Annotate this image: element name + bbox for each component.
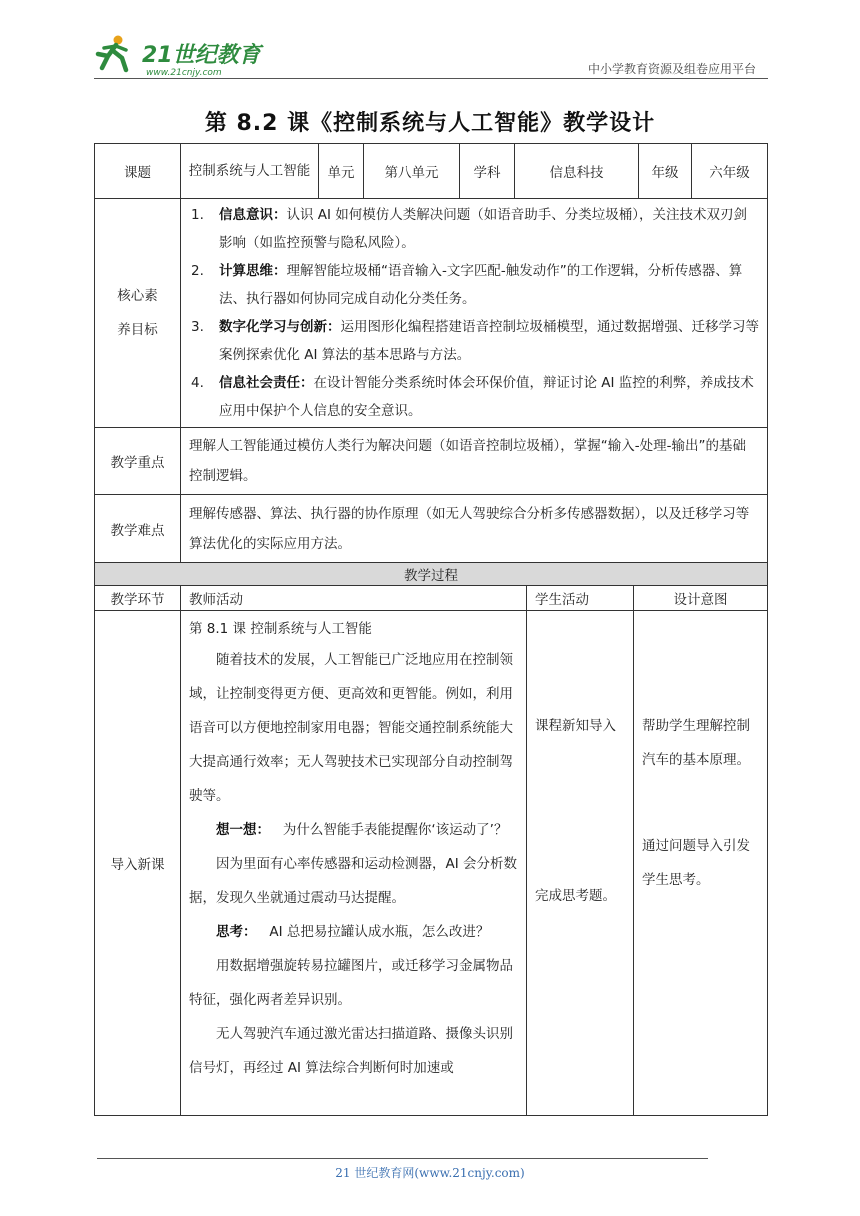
teacher-paragraph: 随着技术的发展，人工智能已广泛地应用在控制领域，让控制变得更方便、更高效和更智能。例如，利用语音可以方便地控制家用电器；智能交通控制系统能大大提高通行效率；无人驾驶技术已实现部分自动控制驾驶等。 <box>189 652 513 804</box>
footer-divider <box>97 1158 708 1159</box>
grade-label: 年级 <box>639 144 692 199</box>
goals-content <box>181 199 768 428</box>
grade-value: 六年级 <box>692 144 768 199</box>
think-label: 想一想： <box>216 822 270 838</box>
goal-item <box>189 369 759 425</box>
meta-row <box>95 144 768 199</box>
goals-label-line2: 养目标 <box>117 322 158 338</box>
subject-value: 信息科技 <box>515 144 639 199</box>
reflect-answer: 用数据增强旋转易拉罐图片，或迁移学习金属物品特征，强化两者差异识别。 <box>189 958 513 1008</box>
goal-item <box>189 313 759 369</box>
design-intent <box>634 611 768 1116</box>
site-logo <box>94 34 264 78</box>
design-intent-2: 通过问题导入引发学生思考。 <box>642 838 750 888</box>
teaching-process-table <box>94 562 768 1116</box>
col-student: 学生活动 <box>527 586 634 611</box>
col-stage: 教学环节 <box>95 586 181 611</box>
goal-title: 数字化学习与创新： <box>219 319 341 335</box>
goal-number: 1. <box>191 207 204 223</box>
unit-label: 单元 <box>319 144 364 199</box>
design-intent-1: 帮助学生理解控制汽车的基本原理。 <box>642 718 750 768</box>
logo-text: 21世纪教育 <box>142 43 261 68</box>
logo-url: www.21cnjy.com <box>146 68 222 78</box>
col-intent: 设计意图 <box>634 586 768 611</box>
key-point-row <box>95 428 768 495</box>
teacher-activity <box>181 611 527 1116</box>
footer-source: 21 世纪教育网(www.21cnjy.com) <box>335 1166 525 1180</box>
goals-label-line1: 核心素 <box>117 288 158 304</box>
process-header: 教学过程 <box>95 563 768 586</box>
difficulty-text: 理解传感器、算法、执行器的协作原理（如无人驾驶综合分析多传感器数据），以及迁移学习等算法优化的实际应用方法。 <box>181 495 768 564</box>
reflect-question <box>189 915 518 949</box>
lesson-info-table <box>94 143 768 564</box>
platform-name: 中小学教育资源及组卷应用平台 <box>587 62 756 76</box>
goal-number: 4. <box>191 375 204 391</box>
goals-label <box>95 199 181 428</box>
difficulty-row <box>95 495 768 564</box>
goals-row <box>95 199 768 428</box>
goal-text: 运用图形化编程搭建语音控制垃圾桶模型，通过数据增强、迁移学习等案例探索优化 AI 算法的基本思路与方法。 <box>219 319 759 363</box>
topic-label: 课题 <box>95 144 181 199</box>
goals-list <box>189 201 759 425</box>
header-divider <box>94 78 768 79</box>
goal-item <box>189 257 759 313</box>
unit-value: 第八单元 <box>364 144 460 199</box>
teacher-paragraph-last: 无人驾驶汽车通过激光雷达扫描道路、摄像头识别信号灯，再经过 AI 算法综合判断何时加速或 <box>189 1026 513 1076</box>
think-text: 为什么智能手表能提醒你‘该运动了’？ <box>282 822 508 838</box>
key-point-label: 教学重点 <box>95 428 181 495</box>
goal-text: 理解智能垃圾桶“语音输入-文字匹配-触发动作”的工作逻辑，分析传感器、算法、执行器如何协同完成自动化分类任务。 <box>219 263 743 307</box>
lesson-heading: 第 8.1 课 控制系统与人工智能 <box>189 621 372 637</box>
column-header-row <box>95 586 768 611</box>
goal-number: 3. <box>191 319 204 335</box>
page-title: 第 8.2 课《控制系统与人工智能》教学设计 <box>204 111 656 136</box>
student-activity-1: 课程新知导入 <box>535 718 616 734</box>
think-answer: 因为里面有心率传感器和运动检测器，AI 会分析数据，发现久坐就通过震动马达提醒。 <box>189 856 518 906</box>
student-activity <box>527 611 634 1116</box>
process-header-row <box>95 563 768 586</box>
stage-name: 导入新课 <box>95 611 181 1116</box>
student-activity-2: 完成思考题。 <box>535 888 616 904</box>
difficulty-label: 教学难点 <box>95 495 181 564</box>
goal-number: 2. <box>191 263 204 279</box>
reflect-label: 思考： <box>216 924 257 940</box>
goal-title: 信息社会责任： <box>219 375 314 391</box>
process-row-intro <box>95 611 768 1116</box>
goal-title: 计算思维： <box>219 263 287 279</box>
goal-text: 认识 AI 如何模仿人类解决问题（如语音助手、分类垃圾桶），关注技术双刃剑影响（如监控预警与隐私风险）。 <box>219 207 748 251</box>
goal-text: 在设计智能分类系统时体会环保价值，辩证讨论 AI 监控的利弊，养成技术应用中保护个人信息的安全意识。 <box>219 375 754 419</box>
reflect-text: AI 总把易拉罐认成水瓶，怎么改进？ <box>269 924 490 940</box>
goal-item <box>189 201 759 257</box>
col-teacher: 教师活动 <box>181 586 527 611</box>
goal-title: 信息意识： <box>219 207 287 223</box>
subject-label: 学科 <box>460 144 515 199</box>
topic-value: 控制系统与人工智能 <box>181 144 319 199</box>
runner-icon <box>98 36 126 71</box>
key-point-text: 理解人工智能通过模仿人类行为解决问题（如语音控制垃圾桶），掌握“输入-处理-输出”的基础控制逻辑。 <box>181 428 768 495</box>
think-question <box>189 813 518 847</box>
